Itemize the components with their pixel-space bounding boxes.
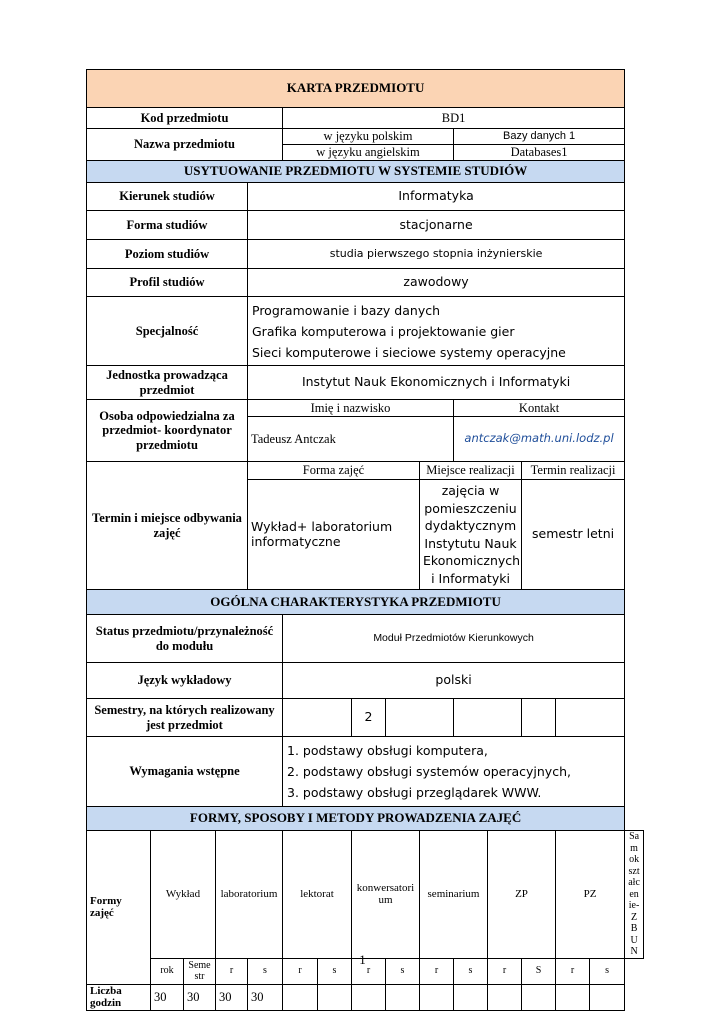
profil-value: zawodowy — [248, 269, 625, 297]
jezyk-value: polski — [283, 663, 625, 699]
formy-group: seminarium — [420, 831, 488, 959]
formy-group: Samokształcenie-ZBUN — [625, 831, 644, 959]
specjalnosc-label: Specjalność — [87, 297, 248, 366]
hours-cell — [352, 984, 386, 1010]
semestr-cell — [283, 699, 352, 737]
specjalnosc-item: Programowanie i bazy danych — [252, 302, 441, 318]
formy-sub: s — [248, 958, 283, 984]
termin-label: Termin i miejsce odbywania zajęć — [87, 462, 248, 590]
nazwa-pl-label: w języku polskim — [283, 129, 454, 145]
semestr-cell — [556, 699, 625, 737]
formy-sub: s — [590, 958, 625, 984]
hours-cell: 30 — [248, 984, 283, 1010]
formy-sub: s — [318, 958, 352, 984]
wymagania-item: 2. podstawy obsługi systemów operacyjnych, — [287, 764, 571, 779]
specjalnosc-item: Grafika komputerowa i projektowanie gier — [252, 323, 515, 339]
wymagania-item: 1. podstawy obsługi komputera, — [287, 743, 488, 758]
specjalnosc-item: Sieci komputerowe i sieciowe systemy operacyjne — [252, 344, 566, 360]
hours-cell: 30 — [184, 984, 216, 1010]
formy-sub: r — [283, 958, 318, 984]
jednostka-value: Instytut Nauk Ekonomicznych i Informatyki — [248, 366, 625, 400]
formy-group: konwersatorium — [352, 831, 420, 959]
formy-sub: r — [216, 958, 248, 984]
hours-cell — [386, 984, 420, 1010]
termin-miejsce-header: Miejsce realizacji — [420, 462, 522, 480]
wymagania-item: 3. podstawy obsługi przeglądarek WWW. — [287, 785, 542, 800]
hours-cell — [420, 984, 454, 1010]
kod-value: BD1 — [283, 108, 625, 129]
page-number: 1 — [359, 952, 366, 967]
hours-cell: 30 — [151, 984, 184, 1010]
termin-czas: semestr letni — [522, 480, 625, 590]
termin-czas-header: Termin realizacji — [522, 462, 625, 480]
hours-cell — [454, 984, 488, 1010]
termin-miejsce: zajęcia w pomieszczeniu dydaktycznym Instytutu Nauk Ekonomicznych i Informatyki — [420, 480, 522, 590]
osoba-email[interactable]: antczak@math.uni.lodz.pl — [454, 417, 625, 462]
hours-cell — [283, 984, 318, 1010]
status-value: Moduł Przedmiotów Kierunkowych — [283, 615, 625, 663]
section-usytuowanie: USYTUOWANIE PRZEDMIOTU W SYSTEMIE STUDIÓW — [87, 161, 625, 183]
course-card-table — [86, 69, 644, 1011]
kierunek-label: Kierunek studiów — [87, 183, 248, 211]
formy-group: laboratorium — [216, 831, 283, 959]
jednostka-label: Jednostka prowadząca przedmiot — [87, 366, 248, 400]
section-formy: FORMY, SPOSOBY I METODY PROWADZENIA ZAJĘĆ — [87, 807, 625, 831]
wymagania-list — [283, 737, 625, 807]
poziom-value: studia pierwszego stopnia inżynierskie — [248, 240, 625, 269]
hours-cell — [488, 984, 522, 1010]
forma-label: Forma studiów — [87, 211, 248, 240]
formy-group: PZ — [556, 831, 625, 959]
hours-cell — [318, 984, 352, 1010]
hours-cell — [590, 984, 625, 1010]
formy-sub: s — [454, 958, 488, 984]
wymagania-label: Wymagania wstępne — [87, 737, 283, 807]
formy-sub: r — [556, 958, 590, 984]
semestr-cell: 2 — [352, 699, 386, 737]
formy-sub: r — [352, 958, 386, 984]
formy-group: Wykład — [151, 831, 216, 959]
hours-cell: 30 — [216, 984, 248, 1010]
hours-label: Liczba godzin — [87, 984, 151, 1010]
osoba-label: Osoba odpowiedzialna za przedmiot- koordynator przedmiotu — [87, 400, 248, 462]
formy-sub: s — [386, 958, 420, 984]
hours-cell — [556, 984, 590, 1010]
course-card — [86, 69, 644, 1011]
osoba-name: Tadeusz Antczak — [248, 417, 454, 462]
semestry-label: Semestry, na których realizowany jest przedmiot — [87, 699, 283, 737]
formy-sub: r — [420, 958, 454, 984]
status-label: Status przedmiotu/przynależność do modułu — [87, 615, 283, 663]
formy-group: ZP — [488, 831, 556, 959]
hours-cell — [522, 984, 556, 1010]
semestr-cell — [522, 699, 556, 737]
poziom-label: Poziom studiów — [87, 240, 248, 269]
osoba-name-header: Imię i nazwisko — [248, 400, 454, 417]
termin-forma-header: Forma zajęć — [248, 462, 420, 480]
formy-sub: rok — [151, 958, 184, 984]
forma-value: stacjonarne — [248, 211, 625, 240]
formy-sub: S — [522, 958, 556, 984]
semestr-cell — [454, 699, 522, 737]
formy-label: Formy zajęć — [87, 831, 151, 985]
profil-label: Profil studiów — [87, 269, 248, 297]
osoba-contact-header: Kontakt — [454, 400, 625, 417]
semestr-cell — [386, 699, 454, 737]
nazwa-label: Nazwa przedmiotu — [87, 129, 283, 161]
specjalnosc-list — [248, 297, 625, 366]
jezyk-label: Język wykładowy — [87, 663, 283, 699]
kierunek-value: Informatyka — [248, 183, 625, 211]
section-charakterystyka: OGÓLNA CHARAKTERYSTYKA PRZEDMIOTU — [87, 590, 625, 615]
formy-sub: Semestr — [184, 958, 216, 984]
nazwa-en-label: w języku angielskim — [283, 145, 454, 161]
card-title: KARTA PRZEDMIOTU — [87, 70, 625, 108]
termin-forma: Wykład+ laboratorium informatyczne — [248, 480, 420, 590]
formy-sub: r — [488, 958, 522, 984]
formy-group: lektorat — [283, 831, 352, 959]
kod-label: Kod przedmiotu — [87, 108, 283, 129]
nazwa-pl-value: Bazy danych 1 — [454, 129, 625, 145]
nazwa-en-value: Databases1 — [454, 145, 625, 161]
